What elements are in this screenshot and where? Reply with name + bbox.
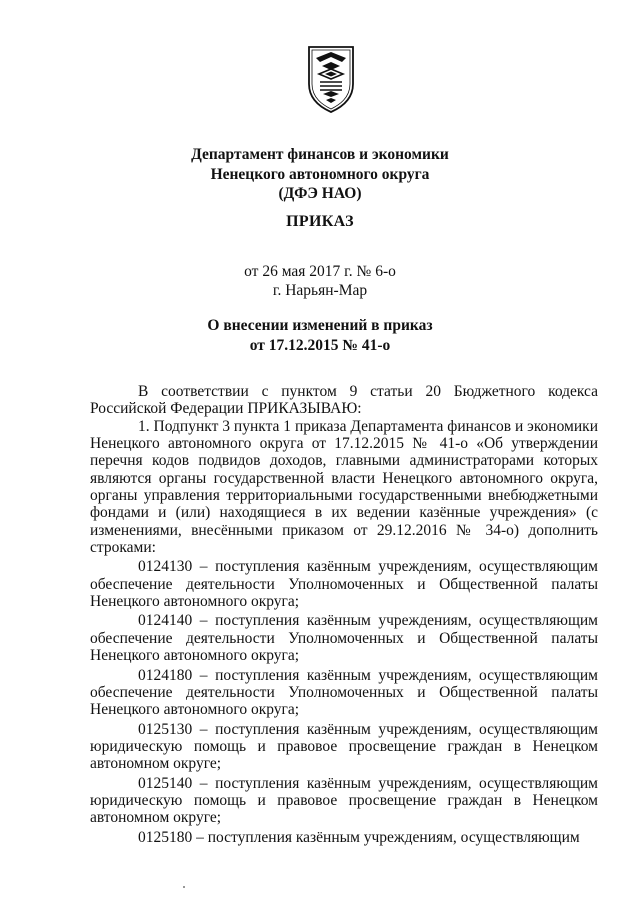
document-meta xyxy=(0,262,640,300)
coat-of-arms-emblem xyxy=(306,44,356,114)
document-subject xyxy=(0,316,640,355)
department-line-1: Департамент финансов и экономики xyxy=(191,146,449,163)
document-body xyxy=(90,383,598,846)
document-type-title: ПРИКАЗ xyxy=(286,213,354,230)
scan-dot-mark xyxy=(183,886,185,888)
intro-paragraph: В соответствии с пунктом 9 статьи 20 Бюджетного кодекса Российской Федерации ПРИКАЗЫВАЮ: xyxy=(90,383,598,418)
code-entry: 0124140 – поступления казённым учреждениям, осуществляющим обеспечение деятельности Уполномоченных и Общественной палаты Ненецкого автономного округа; xyxy=(90,612,598,665)
code-entry-partial: 0125180 – поступления казённым учреждениям, осуществляющим xyxy=(138,828,580,846)
document-date-number: от 26 мая 2017 г. № 6-о xyxy=(244,263,396,280)
code-entry: 0125130 – поступления казённым учреждениям, осуществляющим юридическую помощь и правовое просвещение граждан в Ненецком автономном округе; xyxy=(90,720,598,773)
document-city: г. Нарьян-Мар xyxy=(272,282,368,299)
subject-line-2: от 17.12.2015 № 41-о xyxy=(249,336,391,354)
code-entry: 0125140 – поступления казённым учреждениям, осуществляющим юридическую помощь и правовое просвещение граждан в Ненецком автономном округе; xyxy=(90,774,598,827)
department-line-2: Ненецкого автономного округа xyxy=(210,165,430,183)
subject-line-1: О внесении изменений в приказ xyxy=(207,317,433,334)
department-abbreviation: (ДФЭ НАО) xyxy=(278,185,362,202)
department-name xyxy=(0,145,640,204)
code-entry: 0124130 – поступления казённым учреждениям, осуществляющим обеспечение деятельности Уполномоченных и Общественной палаты Ненецкого автономного округа; xyxy=(90,558,598,611)
code-entry: 0124180 – поступления казённым учреждениям, осуществляющим обеспечение деятельности Уполномоченных и Общественной палаты Ненецкого автономного округа; xyxy=(90,666,598,719)
item-1-paragraph: 1. Подпункт 3 пункта 1 приказа Департамента финансов и экономики Ненецкого автономного округа от 17.12.2015 № 41-о «Об утверждении перечня кодов подвидов доходов, главными администраторами которых являются органы государственной власти Ненецкого автономного округа, органы управления территориальными государственными внебюджетными фондами и (или) находящиеся в их ведении казённые учреждения» (с изменениями, внесёнными приказом от 29.12.2016 № 34-о) дополнить строками: xyxy=(90,417,598,557)
